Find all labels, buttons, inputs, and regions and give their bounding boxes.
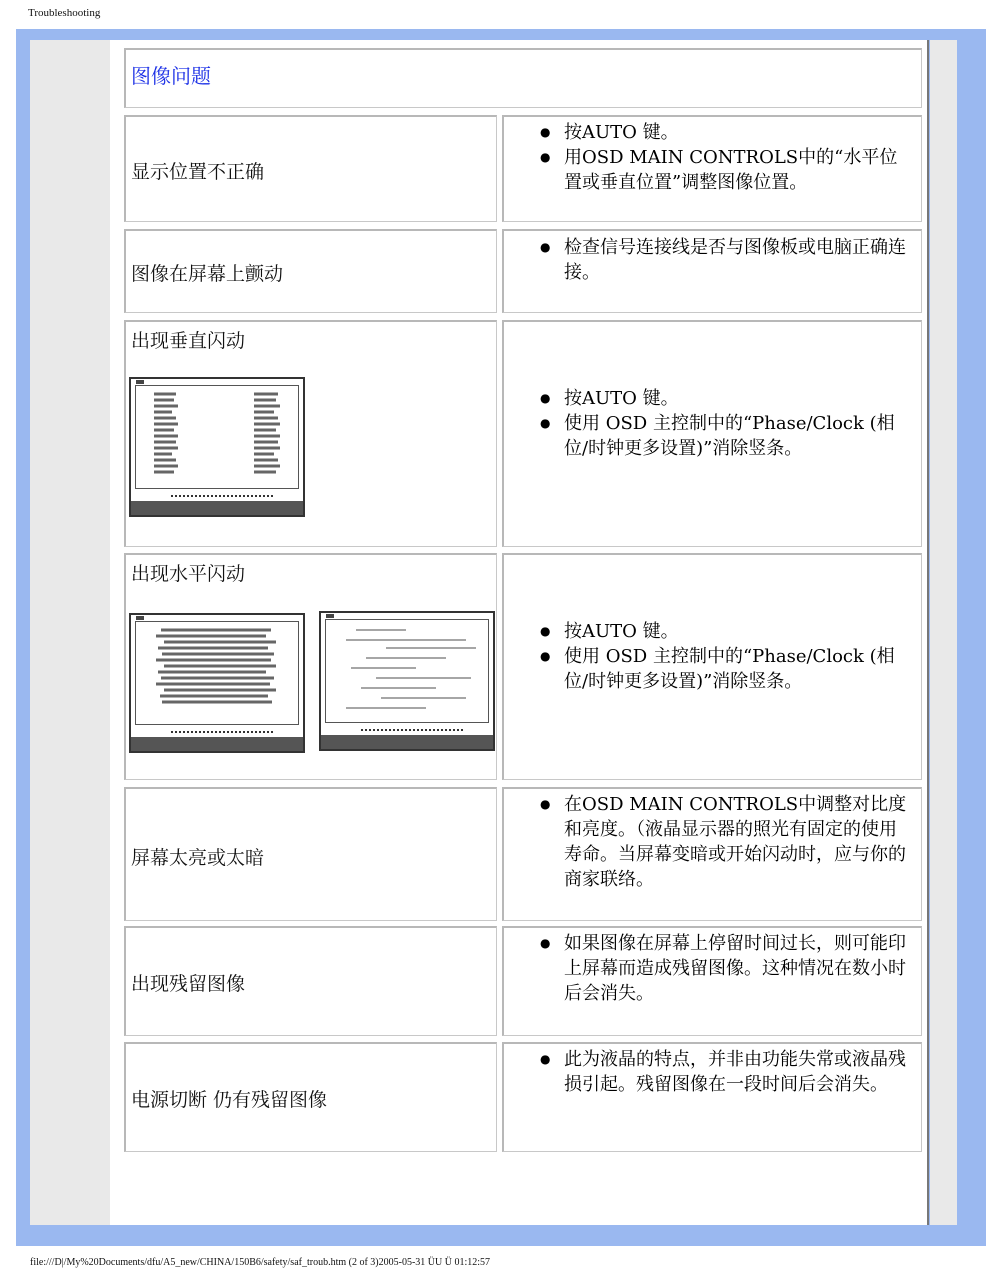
problem-label: 显示位置不正确 (131, 161, 265, 183)
left-margin (30, 40, 110, 1225)
content-area (110, 40, 929, 1225)
problem-label: 出现垂直闪动 (131, 330, 246, 352)
problem-label: 电源切断 仍有残留图像 (131, 1089, 328, 1111)
solution-list (504, 1047, 909, 1097)
print-header-title: Troubleshooting (28, 7, 101, 19)
solution-item: ● 按AUTO 键。 (564, 619, 909, 644)
vertical-flicker-illustration (129, 377, 305, 517)
problem-cell (124, 1042, 497, 1152)
section-title-cell (124, 48, 922, 108)
thin-lines-graphic (326, 620, 488, 726)
solution-item: ● 如果图像在屏幕上停留时间过长，则可能印上屏幕而造成残留图像。这种情况在数小时后会消失。 (564, 931, 909, 1006)
solution-list (504, 120, 909, 195)
solution-cell (502, 1042, 922, 1152)
horizontal-stripes-graphic (136, 622, 298, 728)
solution-item: ● 用OSD MAIN CONTROLS中的“水平位置或垂直位置”调整图像位置。 (564, 145, 909, 195)
problem-cell (124, 115, 497, 222)
horizontal-flicker-illustration (129, 613, 305, 753)
solution-list (504, 792, 909, 892)
solution-cell (502, 926, 922, 1036)
problem-label: 出现水平闪动 (131, 563, 246, 585)
print-footer-path: file:///D|/My%20Documents/dfu/A5_new/CHINA/150B6/safety/saf_troub.htm (2 of 3)2005-05-31 ÜU Ü 01:12:57 (30, 1257, 490, 1268)
solution-cell (502, 320, 922, 547)
problem-label: 屏幕太亮或太暗 (131, 847, 265, 869)
section-title: 图像问题 (131, 64, 211, 88)
problem-cell (124, 320, 497, 547)
solution-cell (502, 115, 922, 222)
solution-cell (502, 229, 922, 313)
horizontal-lines-illustration (319, 611, 495, 751)
problem-label: 图像在屏幕上颤动 (131, 263, 284, 285)
solution-cell (502, 553, 922, 780)
solution-item: ● 检查信号连接线是否与图像板或电脑正确连接。 (564, 235, 909, 285)
problem-cell (124, 787, 497, 921)
solution-item: ● 使用 OSD 主控制中的“Phase/Clock (相位/时钟更多设置)”消除竖条。 (564, 411, 909, 461)
solution-list (504, 235, 909, 285)
problem-cell (124, 553, 497, 780)
solution-list (504, 386, 909, 461)
vertical-stripes-graphic (136, 386, 298, 492)
solution-item: ● 按AUTO 键。 (564, 120, 909, 145)
problem-label: 出现残留图像 (131, 973, 246, 995)
right-margin (930, 40, 957, 1225)
solution-item: ● 按AUTO 键。 (564, 386, 909, 411)
solution-list (504, 619, 909, 694)
solution-list (504, 931, 909, 1006)
solution-item: ● 使用 OSD 主控制中的“Phase/Clock (相位/时钟更多设置)”消除竖条。 (564, 644, 909, 694)
solution-item: ● 在OSD MAIN CONTROLS中调整对比度和亮度。（液晶显示器的照光有固定的使用寿命。当屏幕变暗或开始闪动时，应与你的商家联络。 (564, 792, 909, 892)
solution-cell (502, 787, 922, 921)
problem-cell (124, 926, 497, 1036)
solution-item: ● 此为液晶的特点，并非由功能失常或液晶残损引起。残留图像在一段时间后会消失。 (564, 1047, 909, 1097)
problem-cell (124, 229, 497, 313)
